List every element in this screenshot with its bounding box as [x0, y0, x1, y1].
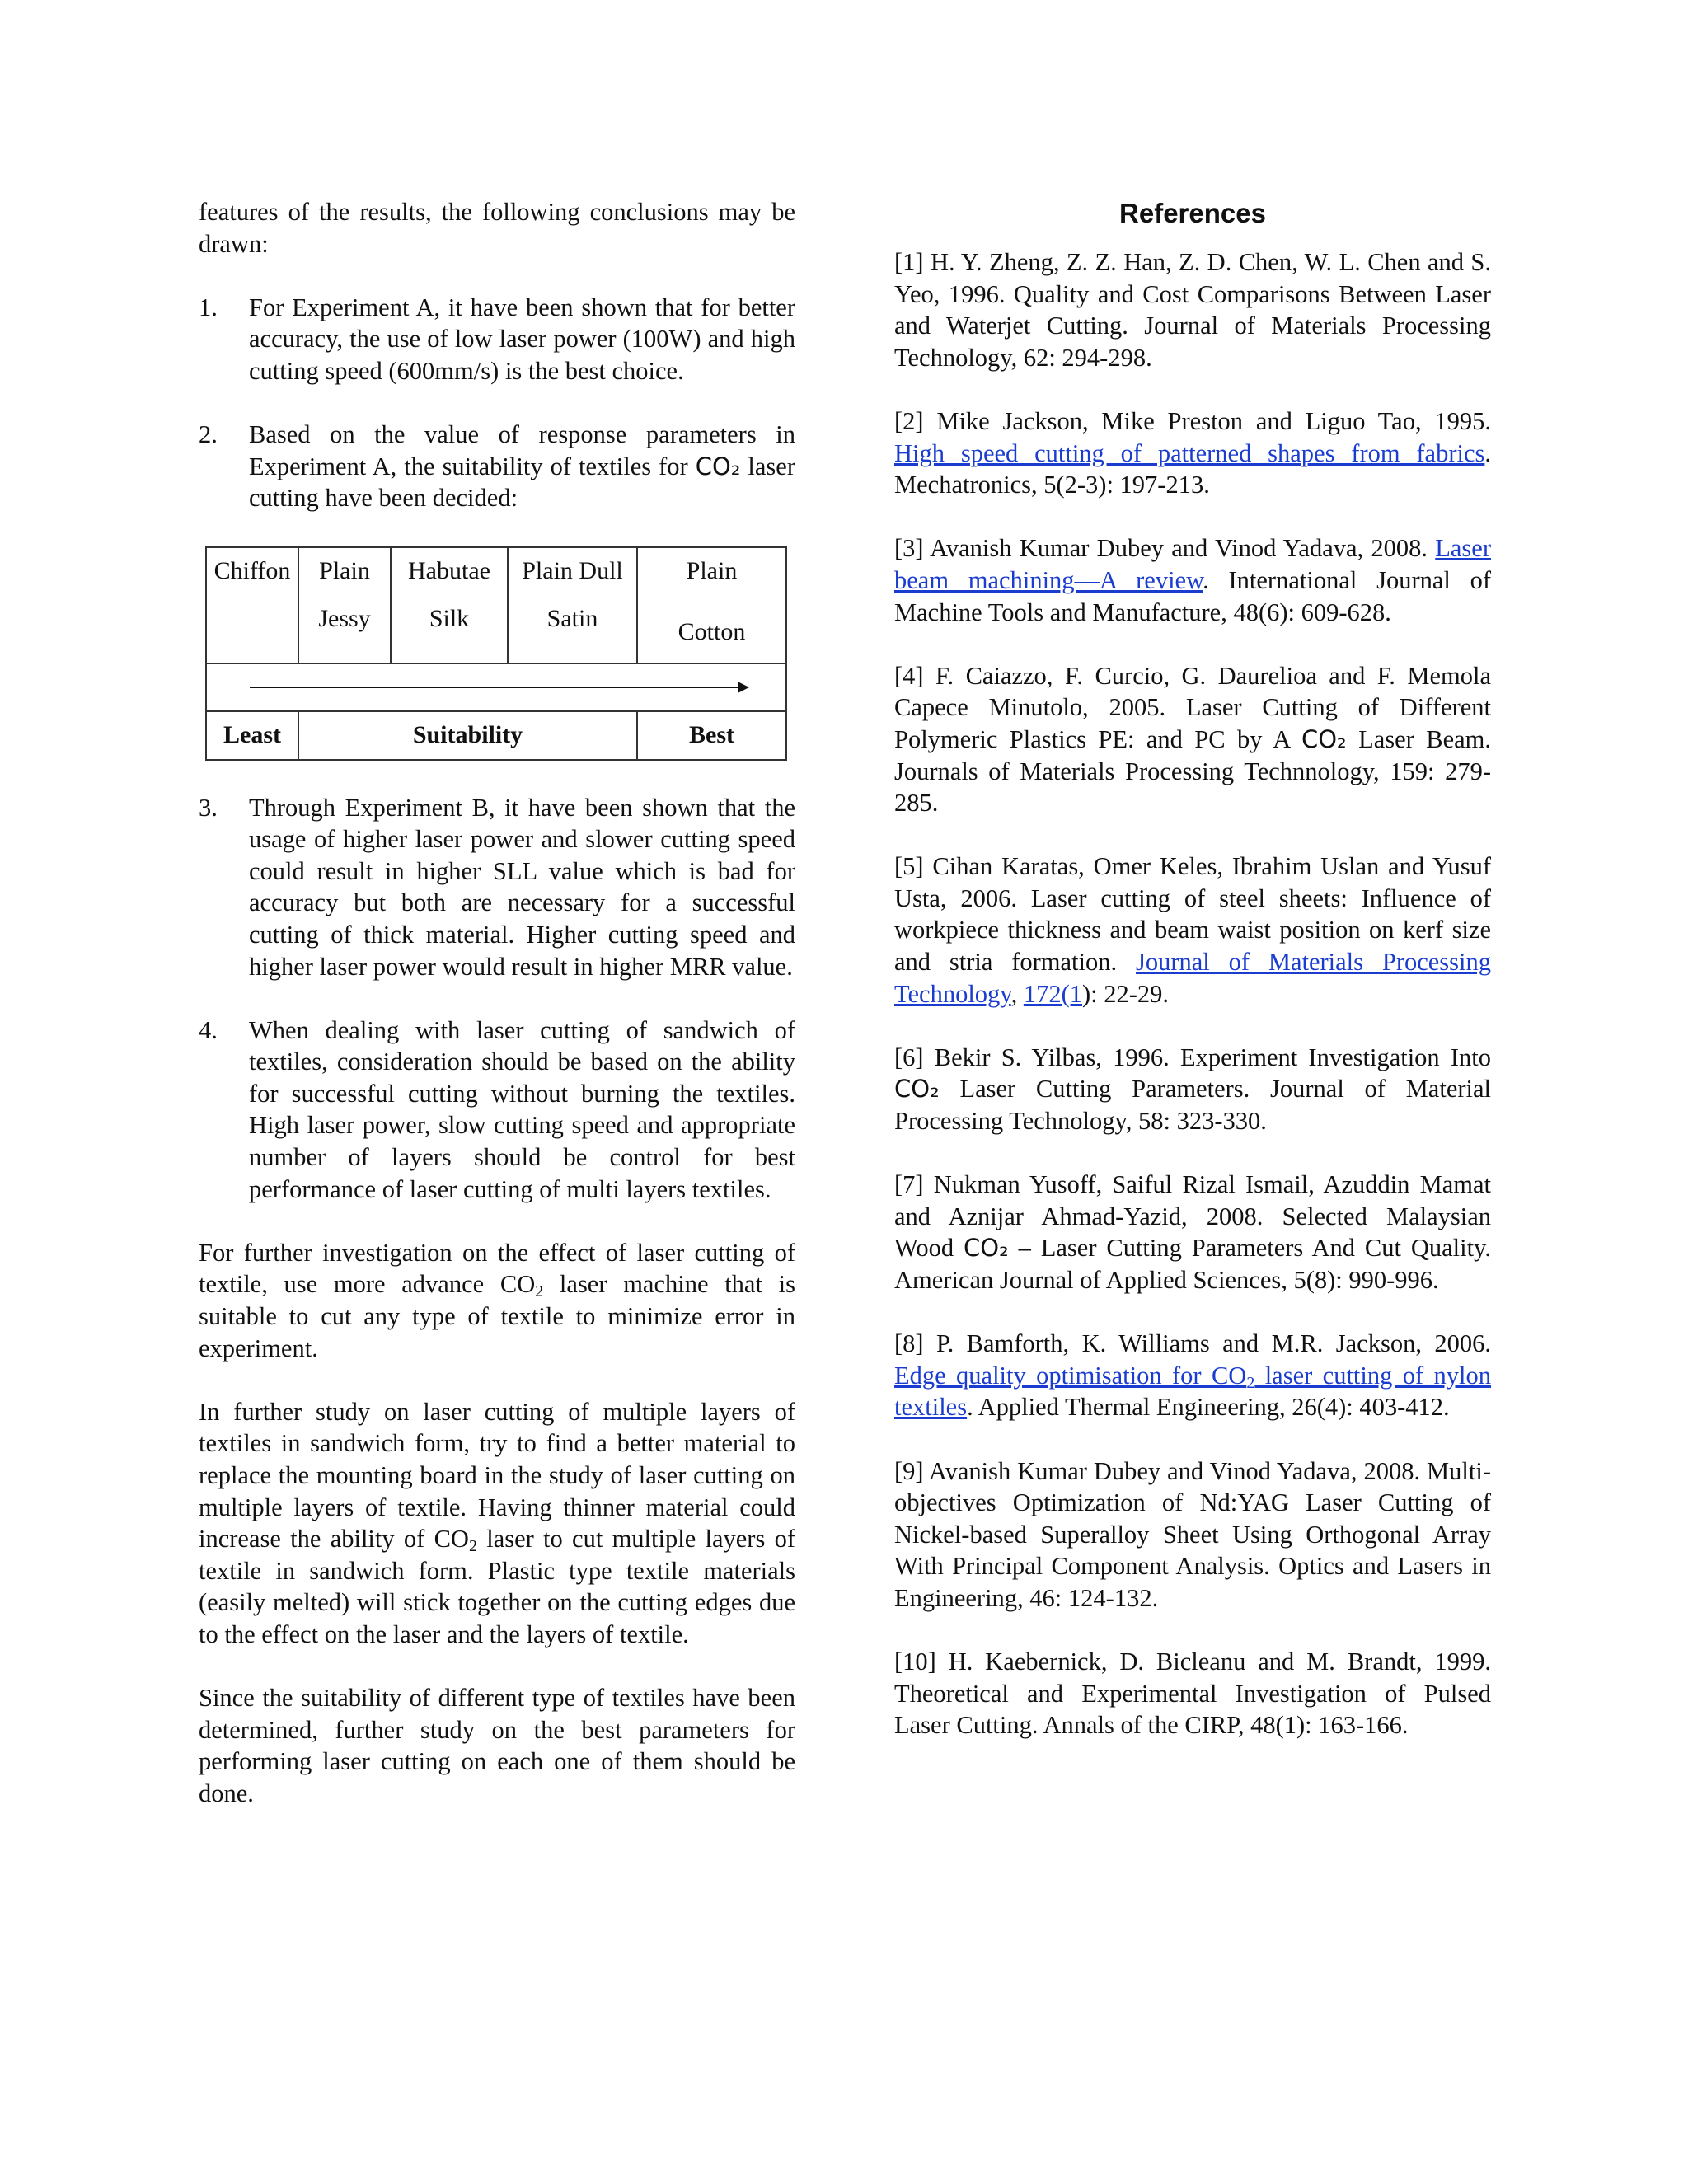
reference-8-link[interactable]: Edge quality optimisation for $CO_2$ laser cutting of nylon textiles: [894, 1361, 1492, 1422]
item-number: 4.: [199, 1015, 218, 1044]
conclusion-item-3: [199, 792, 795, 983]
reference-2-link[interactable]: High speed cutting of patterned shapes from fabrics: [894, 438, 1485, 467]
reference-9: [9] Avanish Kumar Dubey and Vinod Yadava, 2008. Multi-objectives Optimization of Nd:YAG Laser Cutting of Nickel-based Superalloy Sheet Using Orthogonal Array With Principal Component Analysis. Optics and Lasers in Engineering, 46: 124-132.: [894, 1456, 1491, 1612]
item-text: For Experiment A, it have been shown that for better accuracy, the use of low laser power (100W) and high cutting speed (600mm/s) is the best choice.: [249, 293, 795, 385]
references-heading: References: [1119, 198, 1266, 228]
left-column: [199, 196, 795, 1841]
co2-formula: CO₂: [894, 1075, 940, 1104]
fabric-cell-habutae-silk: Habutae Silk: [391, 547, 508, 663]
item-number: 2.: [199, 420, 218, 449]
reference-7: [7] Nukman Yusoff, Saiful Rizal Ismail, Azuddin Mamat and Aznijar Ahmad-Yazid, 2008. Selected Malaysian Wood CO₂ – Laser Cutting Parameters And Cut Quality. American Journal of Applied Sciences, 5(8): 990-996.: [894, 1170, 1491, 1294]
paragraph-suitability-conclusion: Since the suitability of different type of textiles have been determined, further study on the best parameters for performing laser cutting on each one of them should be done.: [199, 1684, 795, 1807]
intro-text: features of the results, the following conclusions may be drawn:: [199, 198, 795, 258]
reference-2: [2] Mike Jackson, Mike Preston and Liguo Tao, 1995. High speed cutting of patterned shapes from fabrics. Mechatronics, 5(2-3): 197-213.: [894, 406, 1491, 499]
conclusion-item-4: [199, 1015, 795, 1206]
fabric-cell-plain-dull-satin: Plain Dull Satin: [508, 547, 637, 663]
suitability-arrow-row: [206, 663, 786, 711]
reference-5-volume-link[interactable]: 172(1: [1023, 979, 1082, 1008]
suitability-table: [205, 546, 787, 761]
reference-5: [5] Cihan Karatas, Omer Keles, Ibrahim Uslan and Yusuf Usta, 2006. Laser cutting of steel sheets: Influence of workpiece thickness and beam waist position on kerf size and stria formation. Journal of Materials Processing Technology, 172(1): 22-29.: [894, 852, 1492, 1008]
reference-8: [8] P. Bamforth, K. Williams and M.R. Jackson, 2006. Edge quality optimisation for $CO_2$ laser cutting of nylon textiles. Applied Thermal Engineering, 26(4): 403-412.: [894, 1329, 1492, 1422]
item-text: When dealing with laser cutting of sandwich of textiles, consideration should be based on the ability for successful cutting without burning the textiles. High laser power, slow cutting speed and appropriate number of layers should be control for best performance of laser cutting of multi layers textiles.: [249, 1015, 795, 1203]
reference-4: [4] F. Caiazzo, F. Curcio, G. Daurelioa and F. Memola Capece Minutolo, 2005. Laser Cutting of Different Polymeric Plastics PE: and PC by A CO₂ Laser Beam. Journals of Materials Processing Technnology, 159: 279-285.: [894, 661, 1491, 818]
reference-1: [1] H. Y. Zheng, Z. Z. Han, Z. D. Chen, W. L. Chen and S. Yeo, 1996. Quality and Cost Comparisons Between Laser and Waterjet Cutting. Journal of Materials Processing Technology, 62: 294-298.: [894, 248, 1491, 372]
co2-formula: CO₂: [695, 452, 741, 480]
best-label: Best: [637, 711, 786, 759]
conclusion-item-1: [199, 292, 795, 387]
fabric-cell-plain-cotton: Plain Cotton: [637, 547, 786, 663]
paragraph-further-investigation: For further investigation on the effect of laser cutting of textile, use more advance $CO_2$ laser machine that is suitable to cut any type of textile to minimize error in experiment.: [199, 1238, 795, 1362]
reference-5-journal-link[interactable]: Journal of Materials Processing Technology: [894, 948, 1492, 1008]
suitability-label: Suitability: [298, 711, 637, 759]
reference-3-link[interactable]: Laser beam machining—A review: [894, 534, 1491, 594]
right-column: [894, 196, 1491, 1774]
co2-formula: CO₂: [964, 1234, 1009, 1263]
arrow-line: [250, 687, 746, 688]
reference-3: [3] Avanish Kumar Dubey and Vinod Yadava, 2008. Laser beam machining—A review. International Journal of Machine Tools and Manufacture, 48(6): 609-628.: [894, 534, 1492, 626]
item-number: 1.: [199, 293, 218, 321]
item-text: Based on the value of response parameters in Experiment A, the suitability of textiles for CO₂ laser cutting have been decided:: [249, 420, 795, 513]
reference-6: [6] Bekir S. Yilbas, 1996. Experiment Investigation Into CO₂ Laser Cutting Parameters. Journal of Material Processing Technology, 58: 323-330.: [894, 1043, 1491, 1136]
fabric-cell-chiffon: Chiffon: [206, 547, 298, 663]
item-number: 3.: [199, 793, 218, 822]
item-text: Through Experiment B, it have been shown that the usage of higher laser power and slower cutting speed could result in higher SLL value which is bad for accuracy but both are necessary for a successful cutting of thick material. Higher cutting speed and higher laser power would result in higher MRR value.: [249, 793, 795, 981]
conclusion-item-2: [199, 419, 795, 514]
fabric-cell-plain-jessy: Plain Jessy: [298, 547, 391, 663]
arrow-right-icon: [738, 682, 749, 693]
least-label: Least: [206, 711, 298, 759]
reference-10: [10] H. Kaebernick, D. Bicleanu and M. Brandt, 1999. Theoretical and Experimental Investigation of Pulsed Laser Cutting. Annals of the CIRP, 48(1): 163-166.: [894, 1647, 1491, 1740]
co2-formula: CO₂: [1301, 724, 1347, 753]
paragraph-further-study: In further study on laser cutting of multiple layers of textiles in sandwich form, try to find a better material to replace the mounting board in the study of laser cutting on multiple layers of textile. Having thinner material could increase the ability of $CO_2$ laser to cut multiple layers of textile in sandwich form. Plastic type textile materials (easily melted) will stick together on the cutting edges due to the effect on the laser and the layers of textile.: [199, 1397, 796, 1648]
